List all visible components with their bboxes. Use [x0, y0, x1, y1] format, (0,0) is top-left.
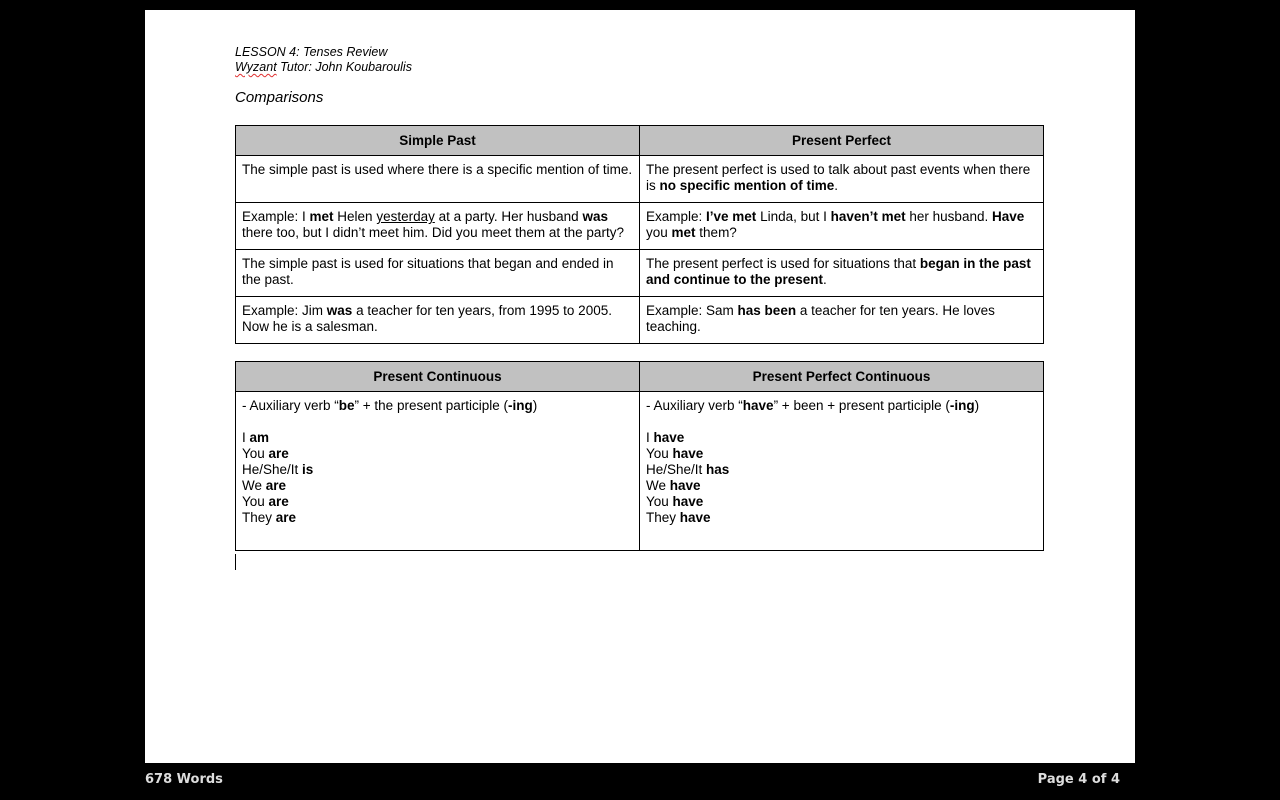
word-count: 678 Words	[145, 772, 223, 787]
page-indicator: Page 4 of 4	[1037, 772, 1120, 787]
document-page[interactable]	[145, 10, 1135, 763]
table-cell[interactable]: Example: Sam has been a teacher for ten years. He loves teaching.	[640, 297, 1044, 344]
table-cell[interactable]: The simple past is used where there is a specific mention of time.	[236, 156, 640, 203]
conjugation-row: You have	[646, 494, 704, 509]
column-header-present-continuous[interactable]: Present Continuous	[236, 362, 640, 392]
conjugation-row: You are	[242, 494, 289, 509]
table-cell[interactable]: Example: I’ve met Linda, but I haven’t met her husband. Have you met them?	[640, 203, 1044, 250]
conjugation-row: He/She/It is	[242, 462, 314, 477]
document-header	[235, 45, 412, 75]
conjugation-row: They have	[646, 510, 711, 525]
table-cell[interactable]: Example: Jim was a teacher for ten years, from 1995 to 2005. Now he is a salesman.	[236, 297, 640, 344]
text-cursor	[235, 554, 236, 570]
column-header-present-perfect[interactable]: Present Perfect	[640, 126, 1044, 156]
table-cell-conjugation-be[interactable]	[236, 392, 640, 551]
comparison-table-past	[235, 125, 1044, 344]
conjugation-row: We are	[242, 478, 287, 493]
conjugation-row: You are	[242, 446, 289, 461]
comparison-table-continuous	[235, 361, 1044, 551]
spellcheck-word[interactable]: Wyzant	[235, 60, 277, 74]
conjugation-row: We have	[646, 478, 701, 493]
section-subtitle: Comparisons	[235, 89, 324, 106]
conjugation-row: I have	[646, 430, 685, 445]
table-cell[interactable]: The present perfect is used for situations that began in the past and continue to the present.	[640, 250, 1044, 297]
column-header-present-perfect-continuous[interactable]: Present Perfect Continuous	[640, 362, 1044, 392]
table-cell[interactable]: The simple past is used for situations that began and ended in the past.	[236, 250, 640, 297]
table-cell[interactable]: Example: I met Helen yesterday at a party. Her husband was there too, but I didn’t meet him. Did you meet them at the party?	[236, 203, 640, 250]
lesson-title: LESSON 4: Tenses Review	[235, 45, 388, 59]
conjugation-row: They are	[242, 510, 297, 525]
column-header-simple-past[interactable]: Simple Past	[236, 126, 640, 156]
auxiliary-rule: - Auxiliary verb “be” + the present participle (-ing)	[242, 398, 538, 413]
conjugation-row: I am	[242, 430, 270, 445]
table-cell[interactable]: The present perfect is used to talk about past events when there is no specific mention of time.	[640, 156, 1044, 203]
conjugation-row: He/She/It has	[646, 462, 730, 477]
conjugation-row: You have	[646, 446, 704, 461]
tutor-line: Wyzant Tutor: John Koubaroulis	[235, 60, 412, 74]
auxiliary-rule: - Auxiliary verb “have” + been + present participle (-ing)	[646, 398, 980, 413]
table-cell-conjugation-have[interactable]	[640, 392, 1044, 551]
